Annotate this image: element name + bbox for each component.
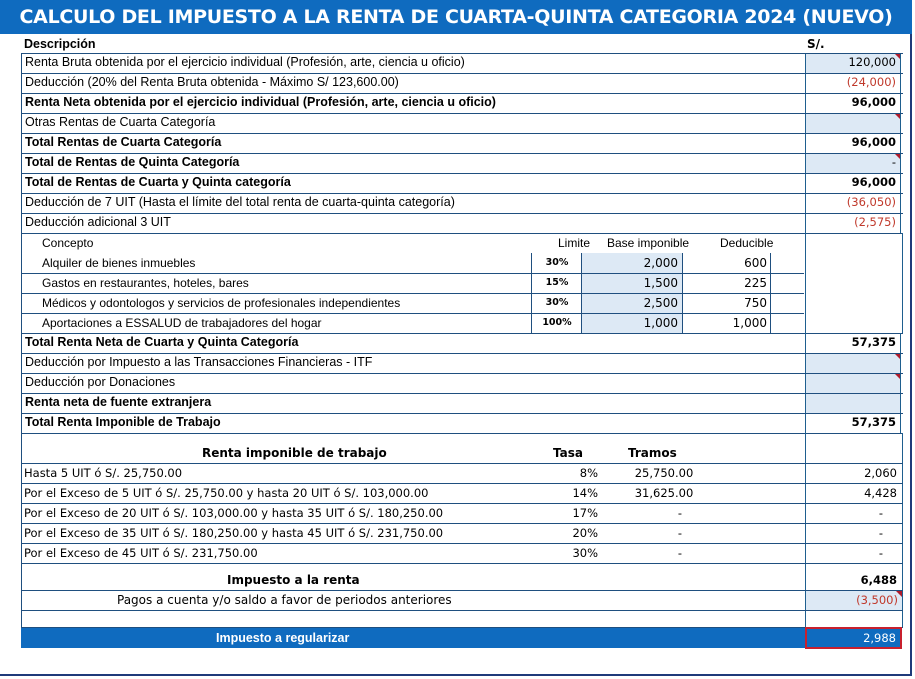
row-value: 57,375 [805,333,901,353]
regularize-row [21,628,805,648]
row-value: 96,000 [805,173,901,193]
bracket-tax: - [878,526,883,540]
deduction-limit: 30% [531,293,582,313]
itf-input[interactable] [805,353,901,373]
donaciones-input[interactable] [805,373,901,393]
bracket-rate: 14% [572,486,598,500]
bracket-tax: 2,060 [864,466,897,480]
concept-header: Concepto [42,236,94,250]
deduction-deductible: 225 [683,273,771,293]
row-renta-extranjera [21,393,903,413]
bracket-tranche: - [677,526,683,540]
row-total-quinta [21,153,903,173]
row-label: Total de Rentas de Cuarta y Quinta categoría [21,173,805,193]
deduction-concept: Gastos en restaurantes, hoteles, bares [42,276,249,290]
regularize-label: Impuesto a regularizar [216,631,350,645]
row-value: (36,050) [805,193,901,213]
row-label: Renta Neta obtenida por el ejercicio individual (Profesión, arte, ciencia u oficio) [21,93,805,113]
renta-extranjera-input[interactable] [805,393,901,413]
payments-input[interactable]: (3,500) [806,591,902,610]
bracket-rate: 30% [572,546,598,560]
description-header: Descripción [24,37,96,51]
deduction-deductible: 750 [683,293,771,313]
income-tax-value: 6,488 [860,573,897,587]
deduction-deductible: 1,000 [683,313,771,333]
row-value: (2,575) [805,213,901,233]
row-label: Total Renta Imponible de Trabajo [21,413,805,433]
currency-header: S/. [807,37,825,51]
bracket-label: Hasta 5 UIT ó S/. 25,750.00 [24,466,183,480]
row-label: Deducción por Impuesto a las Transacciones Financieras - ITF [21,353,552,373]
tranche-header: Tramos [628,446,677,460]
bracket-label: Por el Exceso de 5 UIT ó S/. 25,750.00 y hasta 20 UIT ó S/. 103,000.00 [24,486,429,500]
deduction-concept: Médicos y odontologos y servicios de profesionales independientes [42,296,401,310]
comment-marker-icon [896,591,902,597]
bracket-rate: 20% [572,526,598,540]
total-quinta-input[interactable]: - [805,153,901,173]
deduction-base-input[interactable]: 2,000 [581,253,683,273]
row-deduccion-3uit [21,213,903,233]
deduction-concept: Aportaciones a ESSALUD de trabajadores del hogar [42,316,322,330]
deduction-limit: 100% [531,313,582,333]
limit-header: Limite [558,236,591,250]
row-deduccion-20 [21,73,903,93]
payments-label: Pagos a cuenta y/o saldo a favor de periodos anteriores [117,593,452,607]
row-deduccion-7uit [21,193,903,213]
row-otras-rentas [21,113,903,133]
deduction-base-input[interactable]: 1,000 [581,313,683,333]
base-header: Base imponible [607,236,690,250]
bracket-label: Por el Exceso de 35 UIT ó S/. 180,250.00 y hasta 45 UIT ó S/. 231,750.00 [24,526,444,540]
deduction-base-input[interactable]: 1,500 [581,273,683,293]
row-label: Deducción de 7 UIT (Hasta el límite del total renta de cuarta-quinta categoría) [21,193,805,213]
deductible-header: Deducible [720,236,774,250]
row-value: (24,000) [805,73,901,93]
row-label: Total de Rentas de Quinta Categoría [21,153,805,173]
bracket-label: Por el Exceso de 20 UIT ó S/. 103,000.00 y hasta 35 UIT ó S/. 180,250.00 [24,506,444,520]
regularize-value: 2,988 [805,627,902,649]
deduction-deductible: 600 [683,253,771,273]
sheet-title: CALCULO DEL IMPUESTO A LA RENTA DE CUARTA-QUINTA CATEGORIA 2024 (NUEVO) [0,0,912,34]
bracket-rate: 8% [579,466,598,480]
bracket-label: Por el Exceso de 45 UIT ó S/. 231,750.00 [24,546,258,560]
row-donaciones [21,373,903,393]
header-row [21,35,903,55]
bracket-tax: - [878,506,883,520]
row-label: Deducción adicional 3 UIT [21,213,805,233]
row-label: Total Rentas de Cuarta Categoría [21,133,805,153]
bracket-rate: 17% [572,506,598,520]
row-renta-neta [21,93,903,113]
row-total-cuarta-quinta [21,173,903,193]
row-total-cuarta [21,133,903,153]
deduction-base-input[interactable]: 2,500 [581,293,683,313]
row-label: Otras Rentas de Cuarta Categoría [21,113,805,133]
bracket-tranche: - [677,506,683,520]
row-itf [21,353,903,373]
row-value: 96,000 [805,93,901,113]
deduction-concept: Alquiler de bienes inmuebles [42,256,196,270]
bracket-tax: 4,428 [864,486,897,500]
row-total-imponible [21,413,903,433]
deduction-limit: 15% [531,273,582,293]
row-renta-bruta [21,53,903,73]
renta-bruta-input[interactable]: 120,000 [805,53,901,73]
row-label: Total Renta Neta de Cuarta y Quinta Categoría [21,333,805,353]
deduction-limit: 30% [531,253,582,273]
row-value: 96,000 [805,133,901,153]
bracket-tranche: 25,750.00 [634,466,694,480]
bracket-tax: - [878,546,883,560]
row-value: 57,375 [805,413,901,433]
otras-rentas-input[interactable] [805,113,901,133]
row-label: Deducción por Donaciones [21,373,552,393]
bracket-tranche: - [677,546,683,560]
income-header: Renta imponible de trabajo [202,446,387,460]
row-label: Renta neta de fuente extranjera [21,393,552,413]
bracket-tranche: 31,625.00 [634,486,694,500]
row-label: Deducción (20% del Renta Bruta obtenida - Máximo S/ 123,600.00) [21,73,805,93]
row-label: Renta Bruta obtenida por el ejercicio individual (Profesión, arte, ciencia u oficio) [21,53,805,73]
income-tax-label: Impuesto a la renta [227,573,360,587]
rate-header: Tasa [553,446,583,460]
row-total-renta-neta [21,333,903,353]
